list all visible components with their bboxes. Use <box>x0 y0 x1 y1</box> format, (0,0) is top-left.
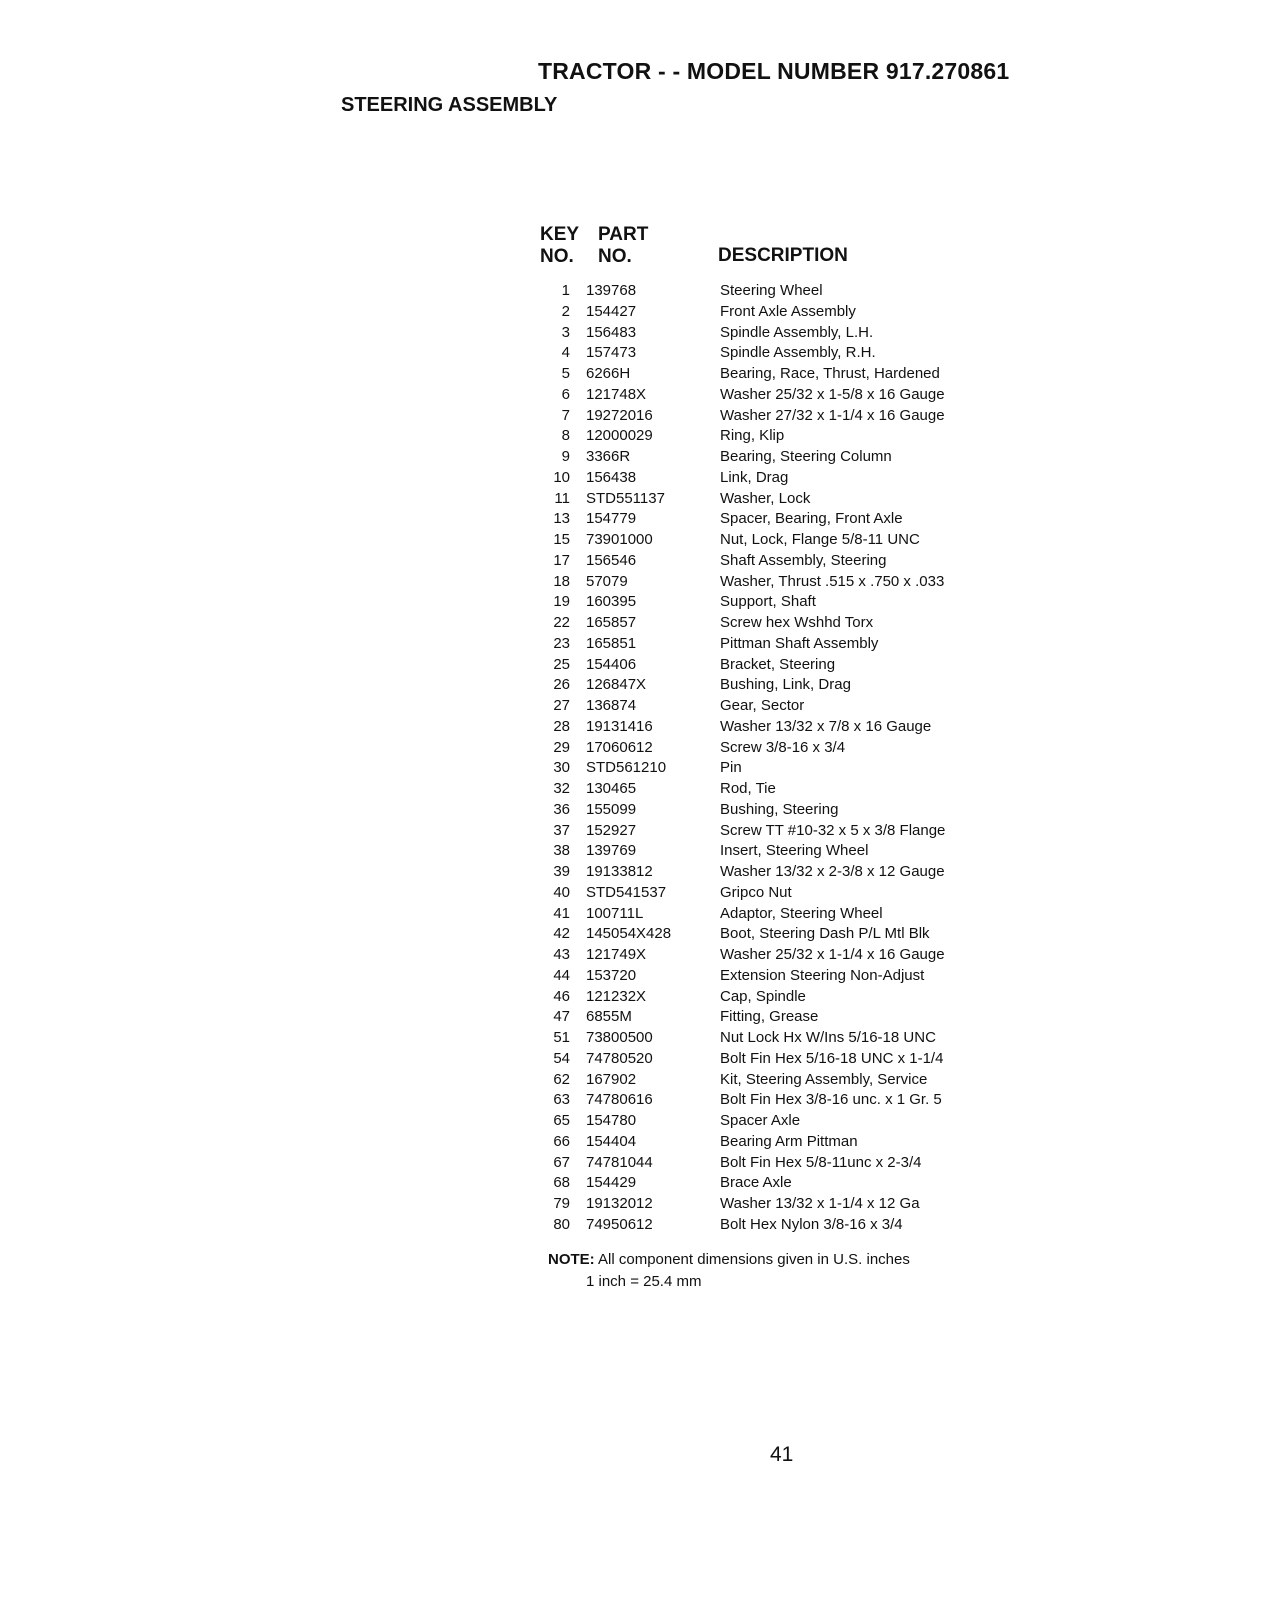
part-description: Spindle Assembly, L.H. <box>720 323 874 341</box>
parts-row <box>540 696 1000 717</box>
parts-row <box>540 426 1000 447</box>
part-no: 74780616 <box>586 1091 653 1109</box>
part-description: Fitting, Grease <box>720 1008 819 1026</box>
part-no: 19131416 <box>586 717 653 735</box>
parts-row <box>540 1194 1000 1215</box>
part-no: 157473 <box>586 344 637 362</box>
part-description: Bolt Fin Hex 5/16-18 UNC x 1-1/4 <box>720 1049 944 1067</box>
parts-row <box>540 302 1000 323</box>
part-description: Support, Shaft <box>720 593 816 611</box>
key-no: 5 <box>561 365 570 382</box>
part-description: Washer 25/32 x 1-5/8 x 16 Gauge <box>720 385 945 403</box>
key-no: 37 <box>553 821 570 839</box>
part-description: Nut Lock Hx W/Ins 5/16-18 UNC <box>720 1029 936 1046</box>
part-no: 121232X <box>586 987 647 1005</box>
part-no: 145054X428 <box>586 925 672 943</box>
part-description: Brace Axle <box>720 1174 792 1192</box>
parts-row <box>540 904 1000 925</box>
parts-row <box>540 406 1000 427</box>
part-no: 136874 <box>586 697 637 714</box>
parts-row <box>540 924 1000 945</box>
part-description: Bushing, Link, Drag <box>720 676 851 694</box>
parts-row <box>540 883 1000 904</box>
note-text: All component dimensions given in U.S. inches <box>598 1251 910 1268</box>
key-no: 65 <box>553 1112 570 1129</box>
part-description: Front Axle Assembly <box>720 302 856 320</box>
parts-row <box>540 717 1000 738</box>
column-header-part-line1: PART <box>598 224 649 245</box>
key-no: 10 <box>553 468 570 486</box>
part-no: 154406 <box>586 655 637 673</box>
part-no: 126847X <box>586 676 647 694</box>
parts-row <box>540 821 1000 842</box>
key-no: 22 <box>553 614 570 631</box>
page-title: TRACTOR - - MODEL NUMBER 917.270861 <box>538 58 1010 84</box>
parts-row <box>540 572 1000 593</box>
part-no: 19132012 <box>586 1195 653 1212</box>
part-no: 73800500 <box>586 1029 653 1046</box>
part-no: 139769 <box>586 842 637 860</box>
part-description: Kit, Steering Assembly, Service <box>720 1070 928 1088</box>
part-description: Boot, Steering Dash P/L Mtl Blk <box>720 925 930 943</box>
part-description: Nut, Lock, Flange 5/8-11 UNC <box>720 531 920 548</box>
parts-row <box>540 530 1000 551</box>
part-description: Shaft Assembly, Steering <box>720 551 887 569</box>
key-no: 28 <box>553 717 570 735</box>
part-no: 154427 <box>586 302 637 320</box>
part-description: Spacer, Bearing, Front Axle <box>720 510 903 528</box>
key-no: 15 <box>553 531 570 548</box>
part-description: Bearing, Race, Thrust, Hardened <box>720 365 940 382</box>
part-no: 139768 <box>586 282 637 299</box>
key-no: 6 <box>561 385 570 403</box>
part-no: 6855M <box>586 1008 632 1026</box>
part-no: 156483 <box>586 323 637 341</box>
part-description: Pin <box>720 759 742 777</box>
part-description: Bolt Fin Hex 3/8-16 unc. x 1 Gr. 5 <box>720 1091 942 1109</box>
key-no: 27 <box>553 697 570 714</box>
parts-row <box>540 655 1000 676</box>
parts-row <box>540 945 1000 966</box>
parts-row <box>540 281 1000 302</box>
key-no: 17 <box>553 551 570 569</box>
key-no: 26 <box>553 676 570 694</box>
part-description: Pittman Shaft Assembly <box>720 634 879 652</box>
part-no: 6266H <box>586 365 631 382</box>
key-no: 8 <box>561 427 570 445</box>
parts-list <box>540 281 1000 1236</box>
part-description: Washer 25/32 x 1-1/4 x 16 Gauge <box>720 946 945 963</box>
parts-row <box>540 738 1000 759</box>
parts-row <box>540 1049 1000 1070</box>
parts-row <box>540 592 1000 613</box>
part-no: STD541537 <box>586 883 667 901</box>
part-description: Bushing, Steering <box>720 800 839 818</box>
column-header-key-no <box>540 224 579 268</box>
part-no: 74781044 <box>586 1153 653 1171</box>
key-no: 47 <box>553 1008 570 1026</box>
part-no: 121749X <box>586 946 647 963</box>
part-no: 167902 <box>586 1070 637 1088</box>
key-no: 30 <box>553 759 570 777</box>
key-no: 54 <box>553 1049 570 1067</box>
key-no: 18 <box>553 572 570 590</box>
part-no: 155099 <box>586 800 637 818</box>
part-description: Spacer Axle <box>720 1112 801 1129</box>
key-no: 44 <box>553 966 570 984</box>
part-no: 121748X <box>586 385 647 403</box>
parts-row <box>540 1090 1000 1111</box>
parts-row <box>540 343 1000 364</box>
part-no: 73901000 <box>586 531 653 548</box>
part-description: Spindle Assembly, R.H. <box>720 344 876 362</box>
part-description: Rod, Tie <box>720 780 776 797</box>
parts-row <box>540 1153 1000 1174</box>
key-no: 40 <box>553 883 570 901</box>
key-no: 66 <box>553 1132 570 1150</box>
part-description: Screw TT #10-32 x 5 x 3/8 Flange <box>720 821 946 839</box>
key-no: 9 <box>561 448 570 465</box>
note-label: NOTE: <box>548 1251 595 1268</box>
column-header-key-line1: KEY <box>540 224 580 245</box>
column-header-part-line2: NO. <box>598 246 632 267</box>
key-no: 39 <box>553 863 570 880</box>
key-no: 41 <box>553 904 570 922</box>
column-header-part-no <box>598 224 648 268</box>
part-description: Extension Steering Non-Adjust <box>720 966 925 984</box>
part-description: Bolt Fin Hex 5/8-11unc x 2-3/4 <box>720 1153 922 1171</box>
parts-row <box>540 1070 1000 1091</box>
parts-row <box>540 800 1000 821</box>
parts-row <box>540 385 1000 406</box>
part-no: 160395 <box>586 593 637 611</box>
key-no: 23 <box>553 634 570 652</box>
key-no: 46 <box>553 987 570 1005</box>
key-no: 2 <box>561 302 570 320</box>
parts-row <box>540 1007 1000 1028</box>
part-description: Adaptor, Steering Wheel <box>720 904 883 922</box>
key-no: 63 <box>553 1091 570 1109</box>
part-no: 154779 <box>586 510 637 528</box>
parts-row <box>540 966 1000 987</box>
part-no: 165857 <box>586 614 637 631</box>
part-description: Insert, Steering Wheel <box>720 842 869 860</box>
part-no: 156438 <box>586 468 637 486</box>
part-no: 100711L <box>586 904 644 922</box>
part-no: 57079 <box>586 572 628 590</box>
parts-row <box>540 468 1000 489</box>
part-no: 74950612 <box>586 1215 653 1233</box>
key-no: 32 <box>553 780 570 797</box>
part-no: 3366R <box>586 448 631 465</box>
key-no: 13 <box>553 510 570 528</box>
part-no: 154780 <box>586 1112 637 1129</box>
key-no: 68 <box>553 1174 570 1192</box>
parts-row <box>540 862 1000 883</box>
key-no: 19 <box>553 593 570 611</box>
part-no: 19272016 <box>586 406 653 424</box>
parts-row <box>540 1132 1000 1153</box>
parts-row <box>540 613 1000 634</box>
part-no: 165851 <box>586 634 637 652</box>
key-no: 36 <box>553 800 570 818</box>
part-description: Screw hex Wshhd Torx <box>720 614 874 631</box>
part-description: Washer 27/32 x 1-1/4 x 16 Gauge <box>720 406 945 424</box>
part-description: Washer, Thrust .515 x .750 x .033 <box>720 572 945 590</box>
part-description: Bearing Arm Pittman <box>720 1132 858 1150</box>
part-no: 152927 <box>586 821 637 839</box>
key-no: 80 <box>553 1215 570 1233</box>
part-no: 19133812 <box>586 863 653 880</box>
part-description: Washer 13/32 x 2-3/8 x 12 Gauge <box>720 863 945 880</box>
part-description: Screw 3/8-16 x 3/4 <box>720 738 846 756</box>
parts-row <box>540 841 1000 862</box>
part-description: Steering Wheel <box>720 282 823 299</box>
key-no: 79 <box>553 1195 570 1212</box>
key-no: 29 <box>553 738 570 756</box>
part-description: Washer 13/32 x 1-1/4 x 12 Ga <box>720 1195 920 1212</box>
parts-row <box>540 447 1000 468</box>
part-description: Link, Drag <box>720 468 789 486</box>
part-description: Ring, Klip <box>720 427 785 445</box>
part-no: 154404 <box>586 1132 637 1150</box>
key-no: 51 <box>553 1029 570 1046</box>
part-description: Bracket, Steering <box>720 655 836 673</box>
part-description: Bearing, Steering Column <box>720 448 892 465</box>
parts-row <box>540 1028 1000 1049</box>
parts-row <box>540 364 1000 385</box>
parts-row <box>540 987 1000 1008</box>
key-no: 43 <box>553 946 570 963</box>
parts-row <box>540 1111 1000 1132</box>
part-no: 154429 <box>586 1174 637 1192</box>
section-title: STEERING ASSEMBLY <box>341 94 558 116</box>
parts-row <box>540 323 1000 344</box>
part-no: 74780520 <box>586 1049 653 1067</box>
key-no: 7 <box>561 406 570 424</box>
part-no: STD561210 <box>586 759 667 777</box>
part-no: 130465 <box>586 780 637 797</box>
parts-row <box>540 758 1000 779</box>
key-no: 1 <box>561 282 570 299</box>
parts-row <box>540 509 1000 530</box>
key-no: 4 <box>561 344 570 362</box>
parts-row <box>540 1215 1000 1236</box>
key-no: 25 <box>553 655 570 673</box>
key-no: 67 <box>553 1153 570 1171</box>
part-description: Cap, Spindle <box>720 987 806 1005</box>
part-description: Gear, Sector <box>720 697 805 714</box>
part-no: 17060612 <box>586 738 653 756</box>
part-description: Washer, Lock <box>720 489 811 507</box>
page-number: 41 <box>770 1443 794 1466</box>
key-no: 62 <box>553 1070 570 1088</box>
note <box>548 1251 910 1268</box>
part-description: Washer 13/32 x 7/8 x 16 Gauge <box>720 717 932 735</box>
column-header-description: DESCRIPTION <box>718 245 848 266</box>
key-no: 42 <box>553 925 570 943</box>
parts-row <box>540 779 1000 800</box>
key-no: 3 <box>561 323 570 341</box>
part-description: Bolt Hex Nylon 3/8-16 x 3/4 <box>720 1215 903 1233</box>
part-description: Gripco Nut <box>720 883 792 901</box>
key-no: 11 <box>554 489 570 507</box>
key-no: 38 <box>553 842 570 860</box>
parts-row <box>540 551 1000 572</box>
parts-row <box>540 675 1000 696</box>
parts-row <box>540 1173 1000 1194</box>
note-conversion: 1 inch = 25.4 mm <box>586 1273 702 1290</box>
column-header-key-line2: NO. <box>540 246 574 267</box>
parts-row <box>540 489 1000 510</box>
part-no: 153720 <box>586 966 637 984</box>
parts-row <box>540 634 1000 655</box>
part-no: 156546 <box>586 551 637 569</box>
part-no: STD551137 <box>586 489 665 507</box>
part-no: 12000029 <box>586 427 653 445</box>
